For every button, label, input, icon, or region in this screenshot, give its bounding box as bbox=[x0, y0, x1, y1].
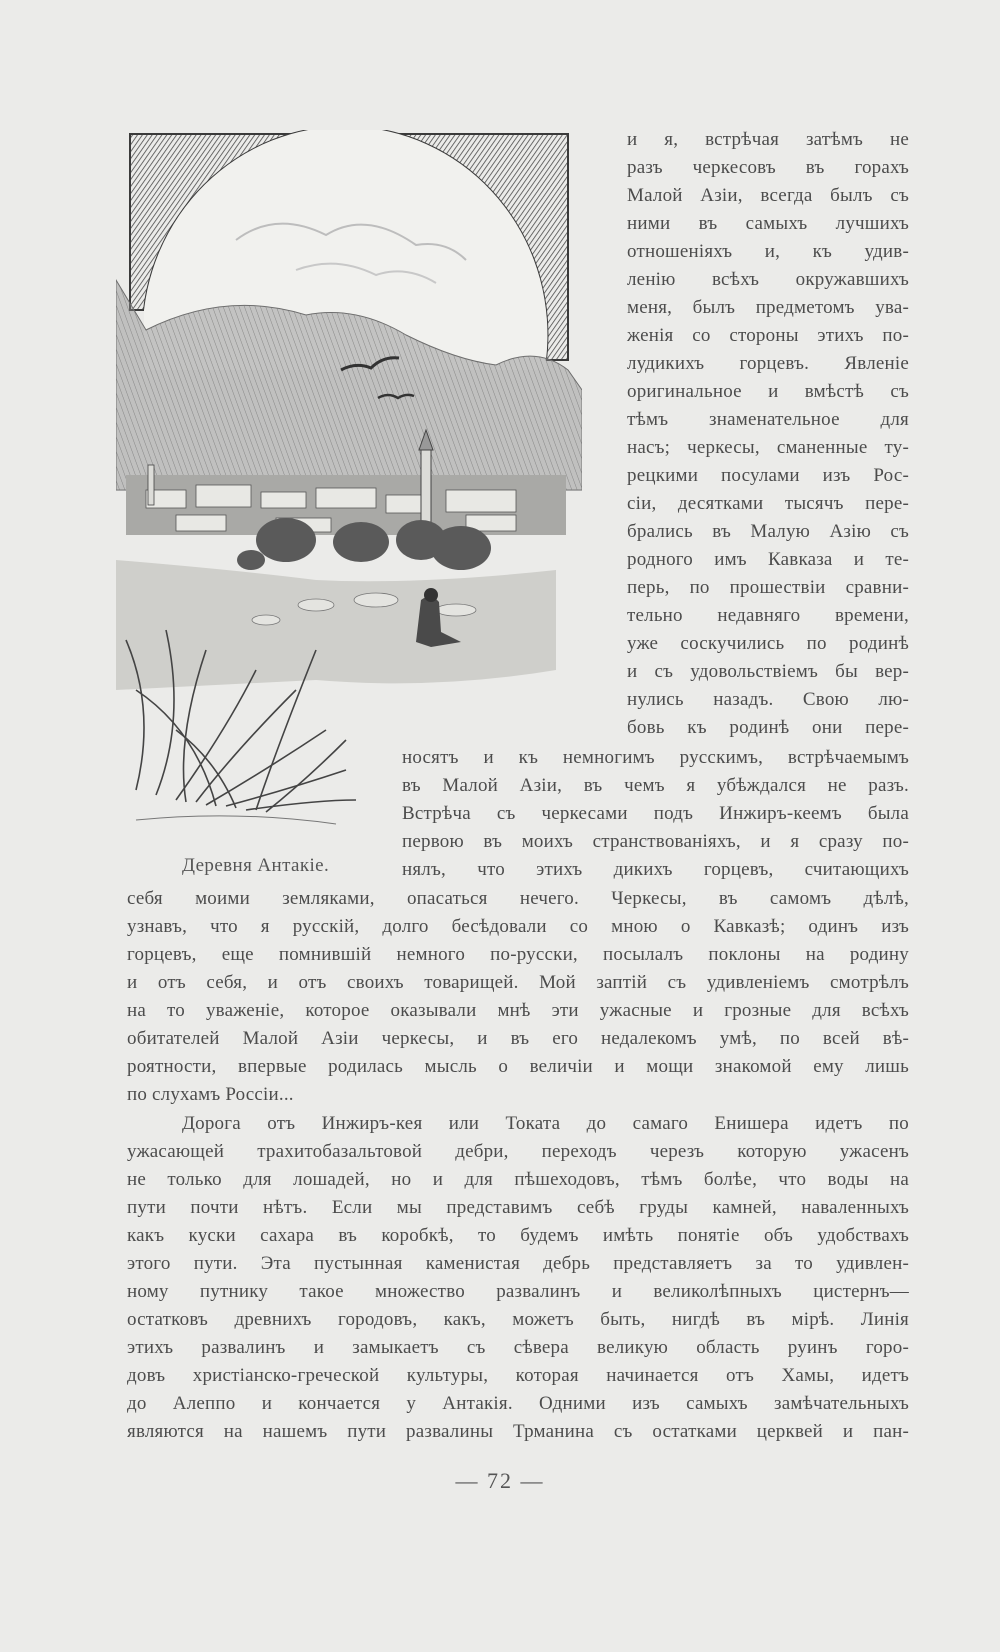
text-line: себя моими земляками, опасаться нечего. Черкесы, въ самомъ дѣлѣ, bbox=[127, 888, 909, 909]
text-line: горцевъ, еще помнившій немного по-русски, посылалъ поклоны на родину bbox=[127, 944, 909, 965]
text-line: насъ; черкесы, сманенные ту- bbox=[627, 437, 909, 458]
text-line: узнавъ, что я русскій, долго бесѣдовали со мною о Кавказѣ; одинъ изъ bbox=[127, 916, 909, 937]
text-line: брались въ Малую Азію съ bbox=[627, 521, 909, 542]
page-number: — 72 — bbox=[455, 1468, 545, 1493]
text-line: лудикихъ горцевъ. Явленіе bbox=[627, 353, 909, 374]
text-line: этого пути. Эта пустынная каменистая дебрь представляетъ за то удивлен- bbox=[127, 1253, 909, 1274]
text-line: нялъ, что этихъ дикихъ горцевъ, считающихъ bbox=[402, 859, 909, 880]
text-line: и я, встрѣчая затѣмъ не bbox=[627, 129, 909, 150]
text-line: какъ куски сахара въ коробкѣ, то будемъ имѣть понятіе объ удобствахъ bbox=[127, 1225, 909, 1246]
text-line: первою въ моихъ странствованіяхъ, и я сразу по- bbox=[402, 831, 909, 852]
text-line: Встрѣча съ черкесами подъ Инжиръ-кеемъ была bbox=[402, 803, 909, 824]
text-line: на то уваженіе, которое оказывали мнѣ эти ужасные и грозные для всѣхъ bbox=[127, 1000, 909, 1021]
text-line: носятъ и къ немногимъ русскимъ, встрѣчаемымъ bbox=[402, 747, 909, 768]
text-line: ленію всѣхъ окружавшихъ bbox=[627, 269, 909, 290]
illustration-caption: Деревня Антакіе. bbox=[182, 855, 330, 876]
text-line: сіи, десятками тысячъ пере- bbox=[627, 493, 909, 514]
text-line: ному путнику такое множество развалинъ и великолѣпныхъ цистернъ— bbox=[127, 1281, 909, 1302]
text-line: остатковъ древнихъ городовъ, какъ, можетъ быть, нигдѣ въ мірѣ. Линія bbox=[127, 1309, 909, 1330]
text-line: тельно недавняго времени, bbox=[627, 605, 909, 626]
text-line: этихъ развалинъ и замыкаетъ съ сѣвера великую область руинъ горо- bbox=[127, 1337, 909, 1358]
text-line: оригинальное и вмѣстѣ съ bbox=[627, 381, 909, 402]
text-line: тѣмъ знаменательное для bbox=[627, 409, 909, 430]
text-line: до Алеппо и кончается у Антакія. Одними изъ самыхъ замѣчательныхъ bbox=[127, 1393, 909, 1414]
text-line: Малой Азіи, всегда былъ съ bbox=[627, 185, 909, 206]
text-line: меня, былъ предметомъ ува- bbox=[627, 297, 909, 318]
text-line: ужасающей трахитобазальтовой дебри, переходъ черезъ которую ужасенъ bbox=[127, 1141, 909, 1162]
text-line: бовь къ родинѣ они пере- bbox=[627, 717, 909, 738]
text-line: обитателей Малой Азіи черкесы, и въ его недалекомъ умѣ, по всей вѣ- bbox=[127, 1028, 909, 1049]
text-line: въ Малой Азіи, въ чемъ я убѣждался не разъ. bbox=[402, 775, 909, 796]
text-line: и съ удовольствіемъ бы вер- bbox=[627, 661, 909, 682]
text-line: родного имъ Кавказа и те- bbox=[627, 549, 909, 570]
text-line: по слухамъ Россіи... bbox=[127, 1084, 294, 1105]
text-line: ними въ самыхъ лучшихъ bbox=[627, 213, 909, 234]
text-line: не только для лошадей, но и для пѣшеходовъ, тѣмъ болѣе, что воды на bbox=[127, 1169, 909, 1190]
text-line: отношеніяхъ и, къ удив- bbox=[627, 241, 909, 262]
text-line: являются на нашемъ пути развалины Трманина съ остатками церквей и пан- bbox=[127, 1421, 909, 1442]
text-line: разъ черкесовъ въ горахъ bbox=[627, 157, 909, 178]
text-line: роятности, впервые родилась мысль о величіи и мощи знакомой ему лишь bbox=[127, 1056, 909, 1077]
text-line: нулись назадъ. Свою лю- bbox=[627, 689, 909, 710]
text-line: и отъ себя, и отъ своихъ товарищей. Мой заптій съ удивленіемъ смотрѣлъ bbox=[127, 972, 909, 993]
text-line: уже соскучились по родинѣ bbox=[627, 633, 909, 654]
engraving-antakie-village bbox=[116, 130, 582, 830]
text-line: довъ христіанско-греческой культуры, которая начинается отъ Хамы, идетъ bbox=[127, 1365, 909, 1386]
text-line: пути почти нѣтъ. Если мы представимъ себѣ груды камней, наваленныхъ bbox=[127, 1197, 909, 1218]
text-line: рецкими посулами изъ Рос- bbox=[627, 465, 909, 486]
paragraph-first-line: Дорога отъ Инжиръ-кея или Токата до самаго Енишера идетъ по bbox=[182, 1113, 909, 1134]
text-line: перь, по прошествіи сравни- bbox=[627, 577, 909, 598]
text-line: женія со стороны этихъ по- bbox=[627, 325, 909, 346]
